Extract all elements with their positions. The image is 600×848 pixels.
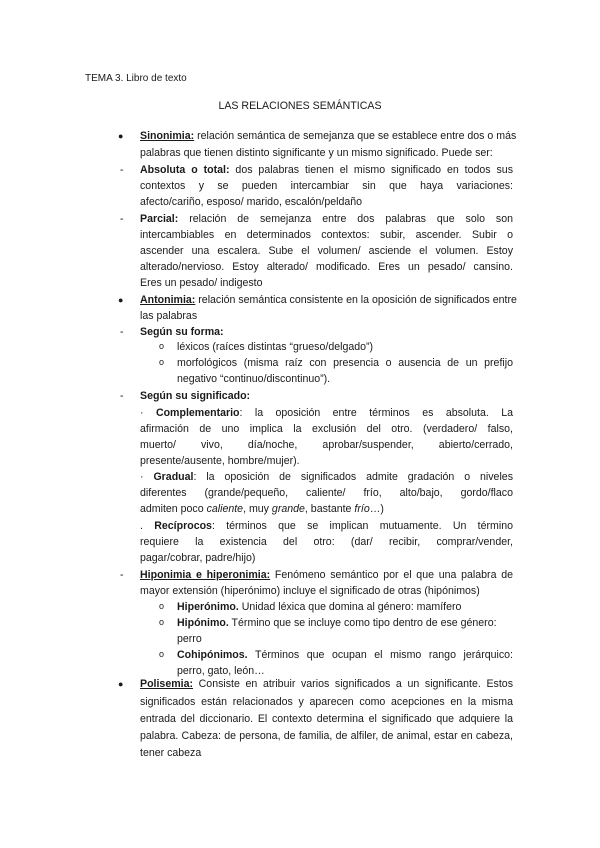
parcial-line-3: ascender una escalera. Sube el volumen/ asciende el volumen. Estoy bbox=[140, 245, 513, 257]
forma-lexicos: léxicos (raíces distintas “grueso/delgado”) bbox=[177, 341, 374, 353]
hiponimo-item: Hipónimo. Término que se incluye como tipo dentro de ese género: bbox=[177, 617, 497, 629]
circle-bullet-icon: o bbox=[159, 649, 165, 659]
forma-morfologicos-line-2: negativo “continuo/discontinuo”). bbox=[177, 373, 331, 385]
parcial-label: Parcial: bbox=[140, 213, 179, 225]
antonimia-line-2: las palabras bbox=[140, 310, 198, 322]
document-title: LAS RELACIONES SEMÁNTICAS bbox=[218, 100, 382, 112]
hiponimo-example: perro bbox=[177, 633, 202, 645]
polisemia-line-1: Polisemia: Consiste en atribuir varios significados a un significante. Estos bbox=[140, 678, 513, 690]
hiponimia-term: Hiponimia e hiperonimia: bbox=[140, 569, 271, 581]
forma-label: Según su forma: bbox=[140, 326, 224, 338]
complementario-line-4: presente/ausente, hombre/mujer). bbox=[140, 455, 300, 467]
sinonimia-line-2: palabras que tienen distinto significante y un mismo significado. Puede ser: bbox=[140, 147, 493, 159]
hiponimia-line-1: Hiponimia e hiperonimia: Fenómeno semántico por el que una palabra de bbox=[140, 569, 513, 581]
antonimia-term: Antonimia: bbox=[140, 294, 196, 306]
parcial-line-2: intercambiables en determinados contextos: subir, ascender. Subir o bbox=[140, 229, 513, 241]
parcial-line-5: Eres un pesado/ indigesto bbox=[140, 277, 263, 289]
complementario-line-2: afirmación de uno implica la exclusión del otro. (verdadero/ falso, bbox=[140, 423, 513, 435]
reciprocos-line-3: pagar/cobrar, padre/hijo) bbox=[140, 552, 256, 564]
polisemia-line-4: palabra. Cabeza: de persona, de familia, de alfiler, de animal, estar en cabeza, bbox=[140, 730, 513, 742]
significado-label: Según su significado: bbox=[140, 390, 251, 402]
sinonimia-line-1: Sinonimia: relación semántica de semejanza que se establece entre dos o más bbox=[140, 130, 517, 142]
absoluta-line-2: contextos y se pueden intercambiar sin que haya variaciones: bbox=[140, 180, 513, 192]
cohiponimos-label: Cohipónimos. bbox=[177, 649, 248, 661]
hiperonimo-label: Hiperónimo. bbox=[177, 601, 239, 613]
hiperonimo-item: Hiperónimo. Unidad léxica que domina al género: mamífero bbox=[177, 601, 462, 613]
dash-icon: - bbox=[120, 569, 124, 581]
absoluta-line-1: Absoluta o total: dos palabras tienen el mismo significado en todos sus bbox=[140, 164, 513, 176]
polisemia-line-2: significados están relacionados y aparecen como acepciones en la misma bbox=[140, 696, 513, 708]
circle-bullet-icon: o bbox=[159, 357, 165, 367]
reciprocos-label: Recíprocos bbox=[154, 520, 212, 532]
absoluta-label: Absoluta o total: bbox=[140, 164, 230, 176]
complementario-label: Complementario bbox=[155, 407, 240, 419]
bullet-icon: ● bbox=[118, 679, 124, 689]
dash-icon: - bbox=[120, 390, 124, 402]
dash-icon: - bbox=[120, 164, 124, 176]
polisemia-line-5: tener cabeza bbox=[140, 747, 202, 759]
gradual-line-1: · Gradual: la oposición de significados admite gradación o niveles bbox=[140, 471, 513, 483]
forma-morfologicos-line-1: morfológicos (misma raíz con presencia o ausencia de un prefijo bbox=[177, 357, 513, 369]
complementario-line-1: · Complementario: la oposición entre términos es absoluta. La bbox=[140, 407, 513, 419]
gradual-line-3: admiten poco caliente, muy grande, bastante frío…) bbox=[140, 503, 384, 515]
dash-icon: - bbox=[120, 326, 124, 338]
gradual-label: Gradual bbox=[153, 471, 194, 483]
parcial-line-1: Parcial: relación de semejanza entre dos palabras que solo son bbox=[140, 213, 513, 225]
circle-bullet-icon: o bbox=[159, 617, 165, 627]
antonimia-line-1: Antonimia: relación semántica consistente en la oposición de significados entre bbox=[140, 294, 517, 306]
polisemia-term: Polisemia: bbox=[140, 678, 193, 690]
cohiponimos-item: Cohipónimos. Términos que ocupan el mismo rango jerárquico: bbox=[177, 649, 513, 661]
circle-bullet-icon: o bbox=[159, 601, 165, 611]
reciprocos-line-2: requiere la existencia del otro: (dar/ recibir, comprar/vender, bbox=[140, 536, 513, 548]
hiponimo-label: Hipónimo. bbox=[177, 617, 229, 629]
cohiponimos-example: perro, gato, león… bbox=[177, 665, 265, 677]
bullet-icon: ● bbox=[118, 131, 124, 141]
reciprocos-line-1: . Recíprocos: términos que se implican mutuamente. Un término bbox=[140, 520, 513, 532]
bullet-icon: ● bbox=[118, 295, 124, 305]
circle-bullet-icon: o bbox=[159, 341, 165, 351]
absoluta-line-3: afecto/cariño, esposo/ marido, escalón/peldaño bbox=[140, 196, 363, 208]
sinonimia-term: Sinonimia: bbox=[140, 130, 195, 142]
complementario-line-3: muerto/ vivo, día/noche, aprobar/suspender, abierto/cerrado, bbox=[140, 439, 513, 451]
parcial-line-4: alterado/nervioso. Estoy alterado/ modificado. Eres un pesado/ cansino. bbox=[140, 261, 513, 273]
polisemia-line-3: entrada del diccionario. El contexto determina el significado que adquiere la bbox=[140, 713, 513, 725]
header-topic: TEMA 3. Libro de texto bbox=[85, 73, 187, 84]
hiponimia-line-2: mayor extensión (hiperónimo) incluye el significado de otras (hipónimos) bbox=[140, 585, 480, 597]
gradual-line-2: diferentes (grande/pequeño, caliente/ frío, alto/bajo, gordo/flaco bbox=[140, 487, 513, 499]
dash-icon: - bbox=[120, 213, 124, 225]
